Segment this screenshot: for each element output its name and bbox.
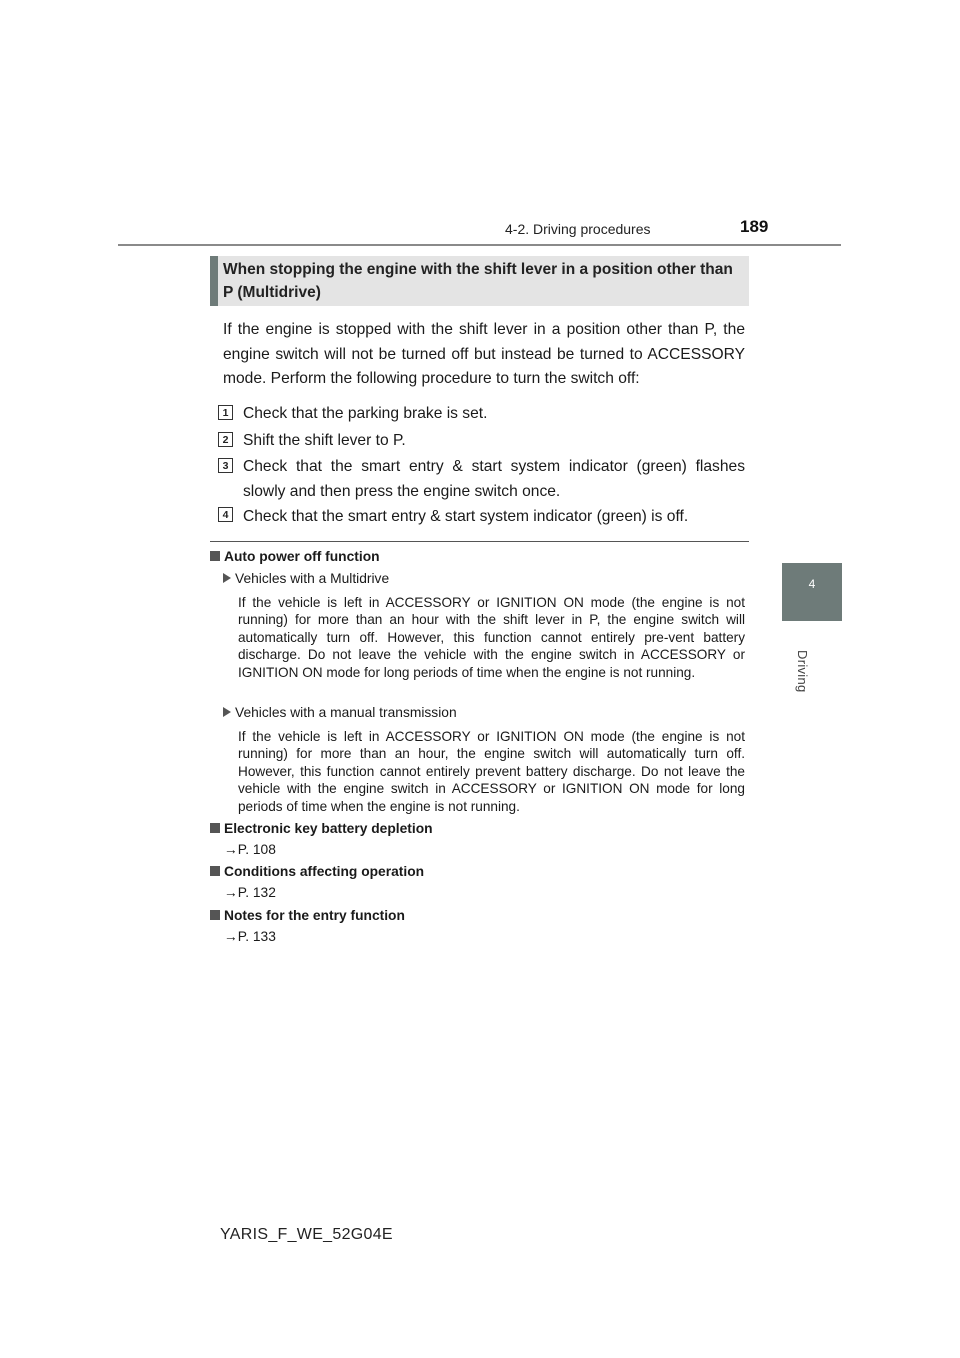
subnote-title: Vehicles with a Multidrive (235, 571, 390, 586)
note-entry-function (210, 908, 405, 923)
step-number-4: 4 (218, 507, 233, 522)
step-number-3: 3 (218, 458, 233, 473)
step-text-1: Check that the parking brake is set. (243, 405, 488, 422)
section-heading: When stopping the engine with the shift lever in a position other than P (Multidrive) (223, 261, 733, 301)
note-auto-power-off (210, 549, 380, 564)
page-reference-link[interactable]: →P. 133 (224, 929, 276, 944)
page-number: 189 (740, 217, 769, 236)
page-reference-link[interactable]: →P. 132 (224, 885, 276, 900)
chapter-tab (782, 563, 842, 621)
subnote-title: Vehicles with a manual transmission (235, 705, 457, 720)
step-text-4: Check that the smart entry & start system indicator (green) is off. (243, 508, 689, 525)
header-rule (118, 244, 841, 246)
page-reference-link[interactable]: →P. 108 (224, 842, 276, 857)
note-title: Electronic key battery depletion (224, 821, 433, 836)
step-text-3: Check that the smart entry & start system indicator (green) flashes slowly and then press the engine switch once. (243, 458, 745, 500)
square-bullet-icon (210, 823, 220, 833)
section-title: 4-2. Driving procedures (505, 221, 651, 237)
subnote-multidrive (223, 571, 389, 586)
note-title: Conditions affecting operation (224, 864, 425, 879)
intro-paragraph: If the engine is stopped with the shift lever in a position other than P, the engine switch will not be turned off but instead be turned to ACCESSORY mode. Perform the following procedure to turn the switch off: (223, 321, 745, 387)
step-number-1: 1 (218, 405, 233, 420)
square-bullet-icon (210, 910, 220, 920)
note-title: Notes for the entry function (224, 908, 405, 923)
chapter-tab-label: Driving (795, 650, 810, 693)
triangle-bullet-icon (223, 573, 231, 583)
step-number-2: 2 (218, 432, 233, 447)
subnote-multidrive-text: If the vehicle is left in ACCESSORY or IGNITION ON mode (the engine is not running) for more than an hour with the shift lever in P, the engine switch will automatically turn off. However, this function cannot entirely pre-vent battery discharge. Do not leave the vehicle with the engine switch in ACCESSORY or IGNITION ON mode for long periods of time when the engine is not running. (238, 595, 745, 680)
note-key-battery (210, 821, 433, 836)
step-text-2: Shift the shift lever to P. (243, 432, 406, 449)
subnote-manual (223, 705, 457, 720)
square-bullet-icon (210, 866, 220, 876)
square-bullet-icon (210, 551, 220, 561)
note-conditions (210, 864, 424, 879)
document-code: YARIS_F_WE_52G04E (220, 1226, 393, 1243)
chapter-tab-number: 4 (808, 577, 816, 591)
subnote-manual-text: If the vehicle is left in ACCESSORY or IGNITION ON mode (the engine is not running) for more than an hour, the engine switch will automatically turn off. However, this function cannot entirely prevent battery discharge. Do not leave the vehicle with the engine switch in ACCESSORY or IGNITION ON mode for long periods of time when the engine is not running. (238, 729, 745, 814)
section-divider (210, 541, 749, 542)
note-title: Auto power off function (224, 549, 380, 564)
triangle-bullet-icon (223, 707, 231, 717)
